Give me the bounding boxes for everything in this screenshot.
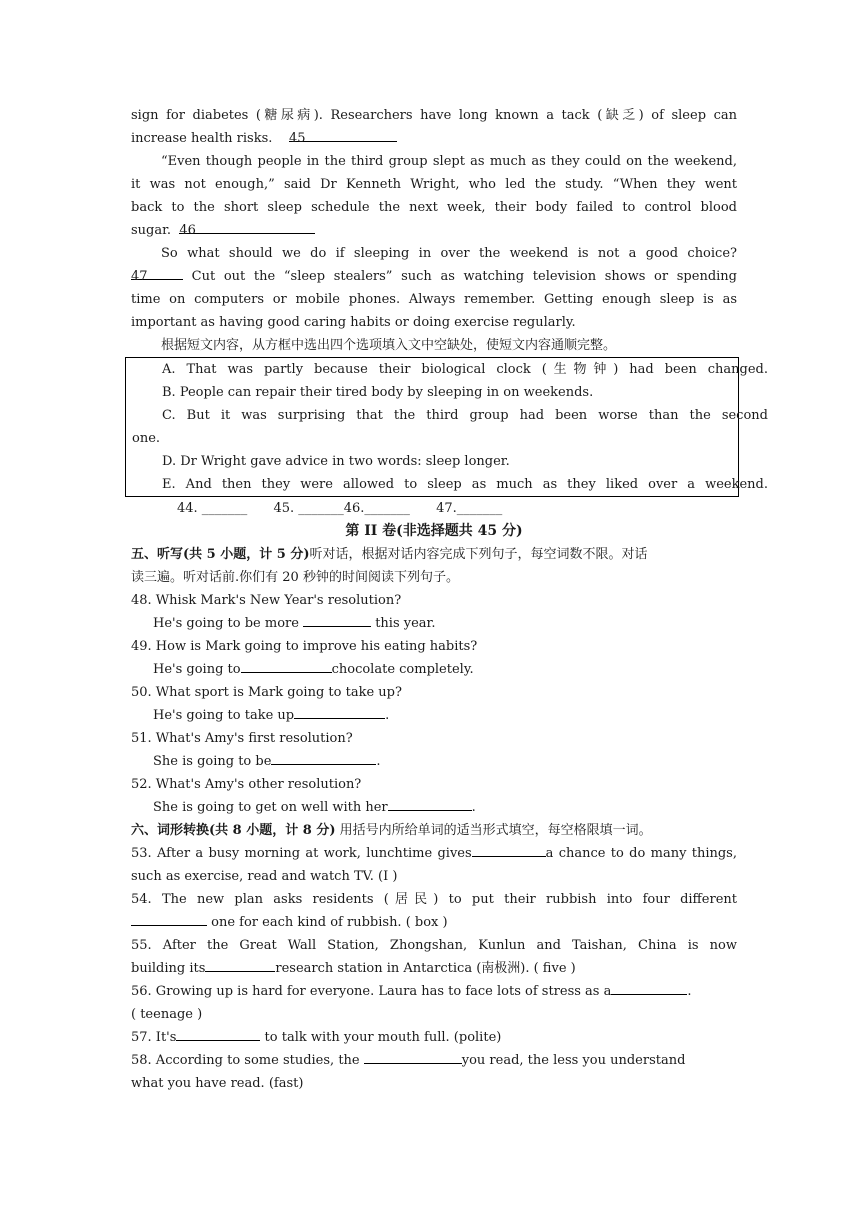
option-c-cont: one. (132, 431, 161, 446)
answer-text: She is going to get on well with her (153, 800, 388, 815)
listening-q50: 50. What sport is Mark going to take up? (131, 685, 402, 700)
question-text: 56. Growing up is hard for everyone. Laura has to face lots of stress as a (131, 984, 612, 999)
answer-45-46[interactable]: 45. _______46._______ (273, 501, 410, 516)
question-text: a chance to do many things, (545, 846, 737, 861)
reading-line-6 (131, 219, 737, 242)
listening-a51 (131, 750, 737, 773)
blank-58[interactable] (364, 1049, 462, 1064)
blank-45[interactable] (288, 127, 397, 146)
option-b: B. People can repair their tired body by sleeping in on weekends. (162, 385, 594, 400)
question-text: research station in Antarctica (南极洲). ( five ) (275, 961, 576, 976)
listening-a50 (131, 704, 737, 727)
wordform-heading-line (131, 819, 737, 842)
question-text: . (687, 984, 692, 999)
wordform-53-line-2: such as exercise, read and watch TV. (I ) (131, 869, 398, 884)
blank-label: 46 (179, 223, 196, 238)
answer-text: . (385, 708, 390, 723)
question-text: 58. According to some studies, the (131, 1053, 364, 1068)
answer-text: . (376, 754, 381, 769)
reading-line-2 (131, 127, 737, 150)
listening-a49 (131, 658, 737, 681)
answer-text: He's going to take up (153, 708, 295, 723)
option-d: D. Dr Wright gave advice in two words: sleep longer. (162, 454, 510, 469)
option-c: C. But it was surprising that the third group had been worse than the second (162, 408, 768, 423)
listening-q51: 51. What's Amy's first resolution? (131, 731, 353, 746)
wordform-58-line-1 (131, 1049, 737, 1072)
reading-line-5: back to the short sleep schedule the next week, their body failed to control blood (131, 200, 737, 215)
reading-line-7: So what should we do if sleeping in over the weekend is not a good choice? (161, 246, 737, 261)
blank-label: 45 (288, 131, 306, 146)
listening-q49: 49. How is Mark going to improve his eating habits? (131, 639, 478, 654)
reading-text: sugar. (131, 223, 172, 238)
part2-title: 第 II 卷(非选择题共 45 分) (345, 523, 523, 539)
question-text: to talk with your mouth full. (polite) (260, 1030, 502, 1045)
wordform-54-line-2 (131, 911, 737, 934)
option-e: E. And then they were allowed to sleep as much as they liked over a weekend. (162, 477, 768, 492)
answer-text: chocolate completely. (331, 662, 474, 677)
listening-q52: 52. What's Amy's other resolution? (131, 777, 362, 792)
listening-a52 (131, 796, 737, 819)
blank-56[interactable] (611, 980, 687, 995)
wordform-53-line-1 (131, 842, 737, 865)
reading-line-3: “Even though people in the third group slept as much as they could on the weekend, (161, 154, 737, 169)
reading-line-10: important as having good caring habits or doing exercise regularly. (131, 315, 576, 330)
listening-instr-2: 读三遍。听对话前.你们有 20 秒钟的时间阅读下列句子。 (131, 570, 459, 585)
wordform-57-line (131, 1026, 737, 1049)
reading-line-1: sign for diabetes (糖尿病). Researchers have long known a tack (缺乏) of sleep can (131, 108, 737, 123)
option-a: A. That was partly because their biological clock (生物钟) had been changed. (162, 362, 768, 377)
reading-line-4: it was not enough,” said Dr Kenneth Wright, who led the study. “When they went (131, 177, 737, 192)
blank-50[interactable] (294, 704, 385, 719)
blank-49[interactable] (241, 658, 332, 673)
answer-44[interactable]: 44. _______ (177, 501, 248, 516)
blank-54[interactable] (131, 911, 207, 926)
blank-48[interactable] (303, 612, 371, 627)
blank-53[interactable] (472, 842, 546, 857)
reading-instruction: 根据短文内容，从方框中选出四个选项填入文中空缺处，使短文内容通顺完整。 (161, 338, 617, 353)
question-text: 53. After a busy morning at work, lunchtime gives (131, 846, 472, 861)
blank-51[interactable] (271, 750, 376, 765)
answer-47[interactable]: 47._______ (436, 501, 503, 516)
blank-55[interactable] (205, 957, 275, 972)
question-text: you read, the less you understand (461, 1053, 686, 1068)
listening-a48 (131, 612, 737, 635)
answer-text: She is going to be (153, 754, 272, 769)
answer-text: He's going to (153, 662, 241, 677)
wordform-instr: 用括号内所给单词的适当形式填空，每空格限填一词。 (335, 823, 652, 838)
wordform-heading: 六、词形转换(共 8 小题，计 8 分) (131, 823, 336, 838)
wordform-56-line-2: ( teenage ) (131, 1007, 203, 1022)
blank-52[interactable] (388, 796, 472, 811)
blank-57[interactable] (176, 1026, 260, 1041)
reading-line-9: time on computers or mobile phones. Always remember. Getting enough sleep is as (131, 292, 737, 307)
blank-47[interactable] (131, 265, 183, 284)
listening-q48: 48. Whisk Mark's New Year's resolution? (131, 593, 402, 608)
reading-text: increase health risks. (131, 131, 273, 146)
listening-heading: 五、听写(共 5 小题，计 5 分) (131, 547, 310, 562)
wordform-54-line-1: 54. The new plan asks residents (居民) to put their rubbish into four different (131, 892, 737, 907)
listening-heading-line (131, 543, 737, 566)
question-text: building its (131, 961, 206, 976)
reading-text: Cut out the “sleep stealers” such as watching television shows or spending (191, 269, 737, 284)
wordform-56-line-1 (131, 980, 737, 1003)
answer-text: this year. (371, 616, 436, 631)
blank-label: 47 (131, 269, 148, 284)
question-text: one for each kind of rubbish. ( box ) (207, 915, 448, 930)
answer-text: He's going to be more (153, 616, 304, 631)
blank-46[interactable] (179, 219, 315, 238)
exam-content (131, 104, 768, 1095)
question-text: 57. It's (131, 1030, 177, 1045)
wordform-58-line-2: what you have read. (fast) (131, 1076, 304, 1091)
wordform-55-line-1: 55. After the Great Wall Station, Zhongshan, Kunlun and Taishan, China is now (131, 938, 737, 953)
answer-text: . (471, 800, 476, 815)
answer-blanks (131, 497, 737, 520)
options-box (125, 357, 768, 497)
reading-line-8 (131, 265, 737, 288)
listening-instr-1: 听对话，根据对话内容完成下列句子，每空词数不限。对话 (309, 547, 648, 562)
wordform-55-line-2 (131, 957, 737, 980)
